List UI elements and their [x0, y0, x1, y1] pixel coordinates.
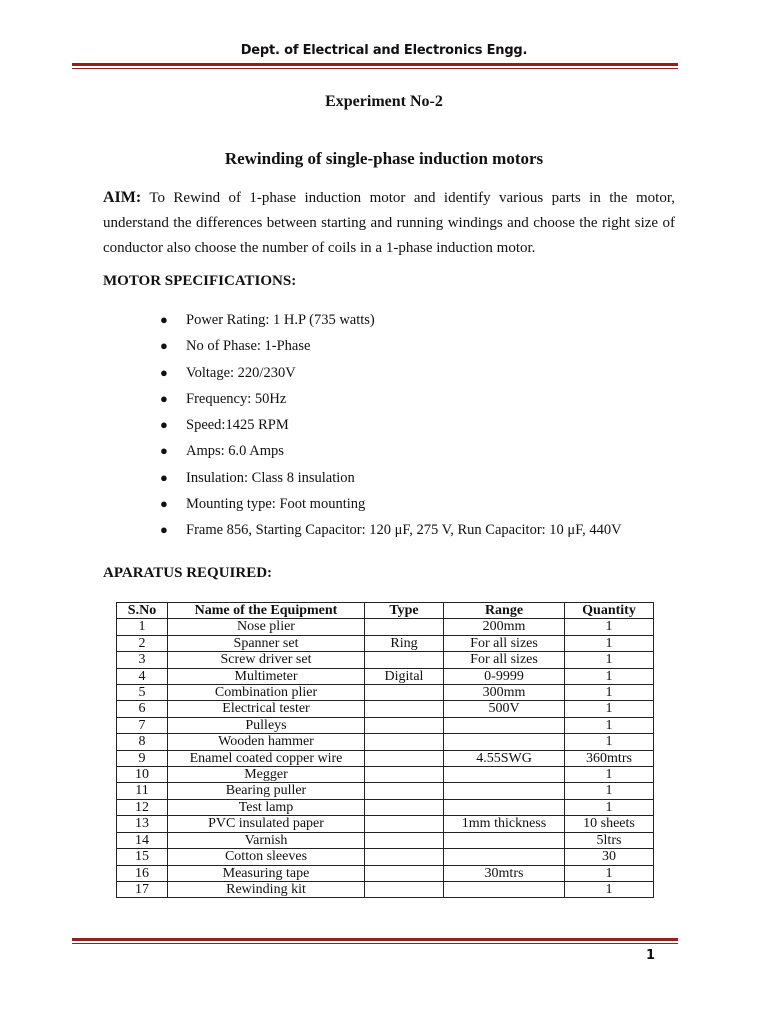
- table-cell: 1: [565, 881, 654, 897]
- table-cell: 1: [565, 799, 654, 815]
- spec-item: [160, 493, 622, 519]
- bullet-icon: ●: [160, 390, 168, 406]
- table-cell: Screw driver set: [168, 652, 365, 668]
- table-row: [117, 750, 654, 766]
- spec-item: [160, 440, 622, 466]
- spec-item: [160, 309, 622, 335]
- apparatus-table: [116, 602, 654, 898]
- table-cell: 5ltrs: [565, 832, 654, 848]
- table-cell: 5: [117, 685, 168, 701]
- bullet-icon: ●: [160, 364, 168, 380]
- table-cell: Wooden hammer: [168, 734, 365, 750]
- table-cell: 30mtrs: [444, 865, 565, 881]
- table-cell: Megger: [168, 767, 365, 783]
- table-row: [117, 799, 654, 815]
- spec-item-text: Speed:1425 RPM: [186, 417, 289, 434]
- table-body: [117, 619, 654, 898]
- header-rule: [72, 63, 678, 69]
- table-row: [117, 849, 654, 865]
- table-cell: [444, 783, 565, 799]
- table-cell: Enamel coated copper wire: [168, 750, 365, 766]
- table-cell: 17: [117, 881, 168, 897]
- bullet-icon: ●: [160, 443, 168, 459]
- table-cell: 4: [117, 668, 168, 684]
- table-cell: 2: [117, 635, 168, 651]
- table-cell: 1: [565, 701, 654, 717]
- spec-item-text: Voltage: 220/230V: [186, 364, 296, 381]
- column-header: Quantity: [565, 603, 654, 619]
- table-cell: [365, 750, 444, 766]
- table-cell: [365, 619, 444, 635]
- table-cell: 300mm: [444, 685, 565, 701]
- spec-item: [160, 519, 622, 545]
- table-cell: 8: [117, 734, 168, 750]
- table-cell: 1: [565, 652, 654, 668]
- table-cell: [365, 881, 444, 897]
- spec-item: [160, 388, 622, 414]
- table-cell: [365, 717, 444, 733]
- table-cell: 3: [117, 652, 168, 668]
- table-cell: Spanner set: [168, 635, 365, 651]
- column-header: Range: [444, 603, 565, 619]
- table-cell: Measuring tape: [168, 865, 365, 881]
- apparatus-heading: APARATUS REQUIRED:: [103, 565, 273, 581]
- aim-text: To Rewind of 1-phase induction motor and identify various parts in the motor, understand the differences between starting and running windings and choose the right size of conductor also choose the number of coils in a 1-phase induction motor.: [103, 190, 675, 256]
- column-header: S.No: [117, 603, 168, 619]
- bullet-icon: ●: [160, 522, 168, 538]
- table-cell: [365, 865, 444, 881]
- spec-item: [160, 362, 622, 388]
- table-cell: 1: [565, 767, 654, 783]
- specifications-list: [160, 309, 622, 546]
- table-cell: [365, 685, 444, 701]
- table-cell: 30: [565, 849, 654, 865]
- spec-item-text: Mounting type: Foot mounting: [186, 496, 366, 513]
- bullet-icon: ●: [160, 469, 168, 485]
- table-row: [117, 881, 654, 897]
- specifications-heading: MOTOR SPECIFICATIONS:: [103, 273, 297, 289]
- table-cell: 1: [565, 619, 654, 635]
- spec-item: [160, 414, 622, 440]
- table-cell: 500V: [444, 701, 565, 717]
- table-row: [117, 767, 654, 783]
- page-number: 1: [646, 948, 656, 963]
- spec-item: [160, 335, 622, 361]
- table-cell: Ring: [365, 635, 444, 651]
- table-cell: [365, 734, 444, 750]
- table-cell: [365, 701, 444, 717]
- table-cell: [444, 832, 565, 848]
- table-cell: 360mtrs: [565, 750, 654, 766]
- table-cell: 16: [117, 865, 168, 881]
- table-cell: For all sizes: [444, 652, 565, 668]
- footer-rule: [72, 938, 678, 944]
- table-cell: [365, 832, 444, 848]
- table-cell: 1: [565, 717, 654, 733]
- spec-item-text: Insulation: Class 8 insulation: [186, 469, 355, 486]
- table-cell: 14: [117, 832, 168, 848]
- table-cell: [365, 652, 444, 668]
- table-row: [117, 717, 654, 733]
- table-cell: Cotton sleeves: [168, 849, 365, 865]
- table-cell: Combination plier: [168, 685, 365, 701]
- table-cell: 0-9999: [444, 668, 565, 684]
- column-header: Type: [365, 603, 444, 619]
- table-cell: 1: [565, 668, 654, 684]
- table-cell: Rewinding kit: [168, 881, 365, 897]
- spec-item: [160, 467, 622, 493]
- bullet-icon: ●: [160, 338, 168, 354]
- table-row: [117, 832, 654, 848]
- table-cell: 7: [117, 717, 168, 733]
- column-header: Name of the Equipment: [168, 603, 365, 619]
- table-cell: 1mm thickness: [444, 816, 565, 832]
- bullet-icon: ●: [160, 417, 168, 433]
- table-row: [117, 701, 654, 717]
- table-cell: 1: [565, 685, 654, 701]
- table-cell: 11: [117, 783, 168, 799]
- table-cell: [365, 799, 444, 815]
- table-cell: 1: [565, 783, 654, 799]
- table-cell: [444, 767, 565, 783]
- table-row: [117, 734, 654, 750]
- table-cell: 9: [117, 750, 168, 766]
- table-header-row: [117, 603, 654, 619]
- table-cell: [365, 816, 444, 832]
- table-cell: 1: [565, 734, 654, 750]
- table-cell: 1: [565, 865, 654, 881]
- table-cell: [444, 734, 565, 750]
- table-cell: [444, 849, 565, 865]
- table-cell: [444, 717, 565, 733]
- aim-paragraph: [103, 185, 675, 261]
- table-cell: 13: [117, 816, 168, 832]
- table-cell: [365, 783, 444, 799]
- table-cell: Pulleys: [168, 717, 365, 733]
- table-cell: 200mm: [444, 619, 565, 635]
- table-cell: Electrical tester: [168, 701, 365, 717]
- table-cell: [365, 767, 444, 783]
- experiment-number: Experiment No-2: [325, 93, 443, 110]
- page-header: Dept. of Electrical and Electronics Engg.: [240, 43, 528, 58]
- table-cell: 12: [117, 799, 168, 815]
- table-cell: [444, 799, 565, 815]
- table-cell: Bearing puller: [168, 783, 365, 799]
- spec-item-text: Frame 856, Starting Capacitor: 120 μF, 275 V, Run Capacitor: 10 μF, 440V: [186, 522, 622, 539]
- table-cell: Test lamp: [168, 799, 365, 815]
- table-cell: [444, 881, 565, 897]
- table-cell: For all sizes: [444, 635, 565, 651]
- table-row: [117, 635, 654, 651]
- table-cell: Digital: [365, 668, 444, 684]
- table-cell: 1: [117, 619, 168, 635]
- table-cell: 10 sheets: [565, 816, 654, 832]
- bullet-icon: ●: [160, 496, 168, 512]
- spec-item-text: Amps: 6.0 Amps: [186, 443, 284, 460]
- spec-item-text: Frequency: 50Hz: [186, 390, 287, 407]
- table-cell: 6: [117, 701, 168, 717]
- table-cell: Multimeter: [168, 668, 365, 684]
- spec-item-text: Power Rating: 1 H.P (735 watts): [186, 312, 375, 328]
- aim-label: AIM:: [103, 189, 142, 206]
- table-cell: Varnish: [168, 832, 365, 848]
- table-row: [117, 668, 654, 684]
- table-row: [117, 685, 654, 701]
- table-row: [117, 816, 654, 832]
- table-row: [117, 865, 654, 881]
- table-cell: Nose plier: [168, 619, 365, 635]
- bullet-icon: ●: [160, 312, 168, 327]
- table-cell: [365, 849, 444, 865]
- table-row: [117, 652, 654, 668]
- table-row: [117, 783, 654, 799]
- table-cell: 15: [117, 849, 168, 865]
- table-cell: 10: [117, 767, 168, 783]
- spec-item-text: No of Phase: 1-Phase: [186, 338, 311, 355]
- experiment-title: Rewinding of single-phase induction motors: [224, 149, 544, 168]
- table-row: [117, 619, 654, 635]
- table-cell: PVC insulated paper: [168, 816, 365, 832]
- table-cell: 4.55SWG: [444, 750, 565, 766]
- table-cell: 1: [565, 635, 654, 651]
